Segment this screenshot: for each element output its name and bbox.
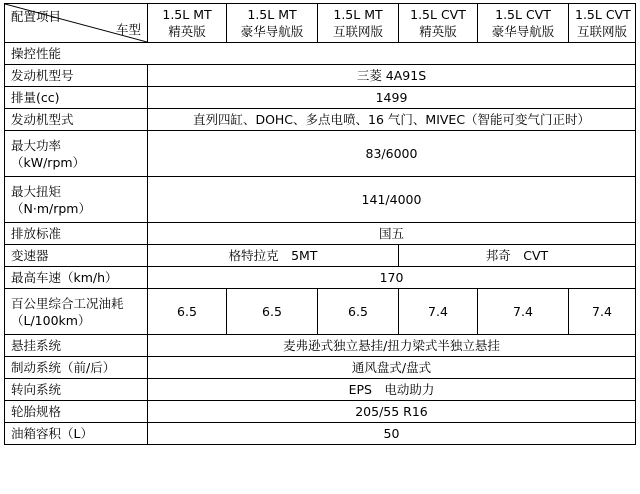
model-engine: 1.5L MT (162, 7, 212, 22)
row-label: 发动机型号 (5, 65, 148, 87)
table-row (5, 423, 636, 445)
model-engine: 1.5L MT (247, 7, 297, 22)
transmission-mt: 格特拉克 5MT (148, 245, 399, 267)
model-trim: 豪华导航版 (491, 24, 555, 39)
corner-cell (5, 4, 148, 43)
model-engine: 1.5L CVT (410, 7, 466, 22)
transmission-cvt: 邦奇 CVT (399, 245, 636, 267)
row-label-unit: （kW/rpm） (11, 154, 86, 170)
row-value: 三菱 4A91S (148, 65, 636, 87)
table-row (5, 401, 636, 423)
table-row (5, 289, 636, 335)
section-row (5, 43, 636, 65)
row-value: 141/4000 (148, 177, 636, 223)
model-trim: 精英版 (168, 24, 206, 39)
table-row (5, 87, 636, 109)
row-value: 直列四缸、DOHC、多点电喷、16 气门、MIVEC（智能可变气门正时） (148, 109, 636, 131)
row-label: 制动系统（前/后） (5, 357, 148, 379)
row-label-line: 最大扭矩 (11, 183, 62, 199)
row-label: 变速器 (5, 245, 148, 267)
row-label (5, 177, 148, 223)
table-row (5, 177, 636, 223)
table-row (5, 357, 636, 379)
model-engine: 1.5L CVT (495, 7, 551, 22)
row-label (5, 289, 148, 335)
fuel-value: 6.5 (148, 289, 227, 335)
header-row (5, 4, 636, 43)
row-value: 205/55 R16 (148, 401, 636, 423)
model-header (148, 4, 227, 43)
row-label-line: 百公里综合工况油耗 (11, 295, 124, 311)
row-label (5, 131, 148, 177)
table-row (5, 131, 636, 177)
row-label-unit: （L/100km） (11, 312, 91, 328)
corner-label-items: 配置项目 (11, 9, 62, 24)
row-label: 轮胎规格 (5, 401, 148, 423)
row-label: 发动机型式 (5, 109, 148, 131)
table-row (5, 65, 636, 87)
fuel-value: 7.4 (478, 289, 569, 335)
model-header (399, 4, 478, 43)
model-engine: 1.5L CVT (575, 7, 631, 22)
row-value: 国五 (148, 223, 636, 245)
section-title: 操控性能 (5, 43, 636, 65)
row-label: 油箱容积（L） (5, 423, 148, 445)
fuel-value: 7.4 (399, 289, 478, 335)
row-label: 转向系统 (5, 379, 148, 401)
row-label: 排量(cc) (5, 87, 148, 109)
corner-label-model: 车型 (115, 22, 141, 37)
row-value: EPS 电动助力 (148, 379, 636, 401)
model-engine: 1.5L MT (333, 7, 383, 22)
table-row (5, 223, 636, 245)
row-label: 悬挂系统 (5, 335, 148, 357)
row-value: 50 (148, 423, 636, 445)
row-label-line: 最大功率 (11, 137, 62, 153)
model-trim: 精英版 (419, 24, 457, 39)
row-value: 通风盘式/盘式 (148, 357, 636, 379)
row-value: 170 (148, 267, 636, 289)
fuel-value: 7.4 (569, 289, 636, 335)
row-label: 最高车速（km/h） (5, 267, 148, 289)
model-trim: 豪华导航版 (240, 24, 304, 39)
model-header (227, 4, 318, 43)
fuel-value: 6.5 (227, 289, 318, 335)
model-trim: 互联网版 (576, 24, 627, 39)
row-value: 1499 (148, 87, 636, 109)
table-row (5, 245, 636, 267)
model-header (478, 4, 569, 43)
spec-table (4, 3, 636, 445)
table-row (5, 379, 636, 401)
model-header (318, 4, 399, 43)
table-row (5, 335, 636, 357)
table-row (5, 109, 636, 131)
row-value: 83/6000 (148, 131, 636, 177)
table-row (5, 267, 636, 289)
row-label: 排放标准 (5, 223, 148, 245)
row-label-unit: （N·m/rpm） (11, 200, 91, 216)
row-value: 麦弗逊式独立悬挂/扭力梁式半独立悬挂 (148, 335, 636, 357)
model-trim: 互联网版 (332, 24, 383, 39)
model-header (569, 4, 636, 43)
fuel-value: 6.5 (318, 289, 399, 335)
